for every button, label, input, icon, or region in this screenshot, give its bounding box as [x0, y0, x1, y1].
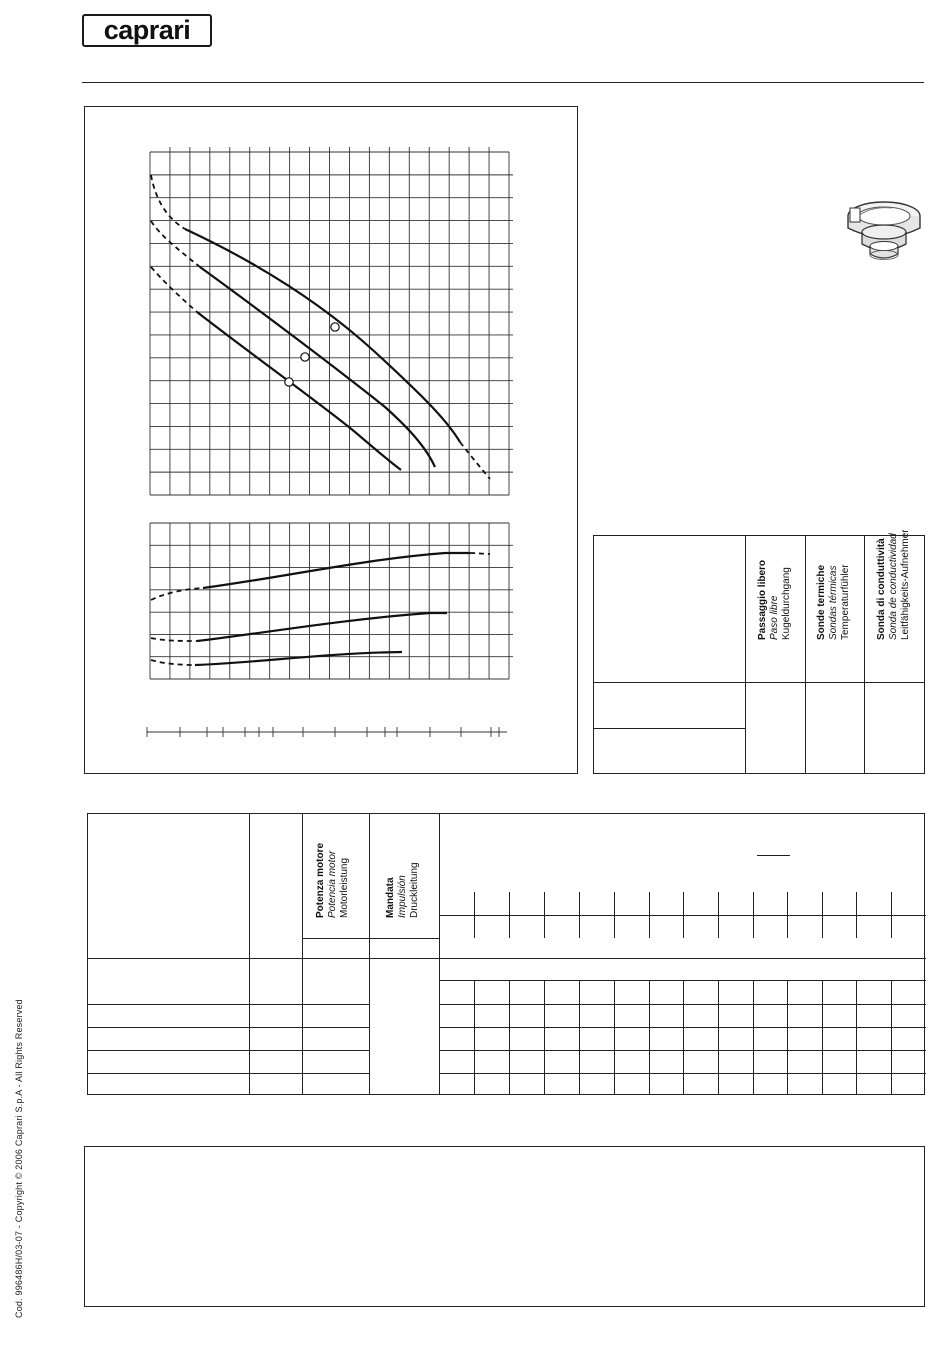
thermal-probes-de: Temperaturfühler: [840, 564, 851, 640]
duty-point-marker: [301, 353, 309, 361]
header-divider: [82, 82, 924, 83]
grid-col-divider-lower: [649, 980, 650, 1095]
col-thermal-probes: [806, 536, 865, 683]
grid-col-divider-upper: [787, 892, 788, 938]
col-conductivity-probe: [865, 529, 925, 683]
delivery-es: Impulsión: [397, 875, 408, 918]
head-curve-1-tail: [460, 442, 490, 479]
features-row-1: [594, 683, 746, 729]
conductivity-probe-title: Sonda di conduttività: [876, 538, 887, 640]
grid-col-divider-upper: [718, 892, 719, 938]
motor-power-es: Potencia motor: [327, 850, 338, 918]
motor-power-header: [315, 843, 351, 918]
grid-col-divider-upper: [891, 892, 892, 938]
performance-chart-frame: [84, 106, 578, 774]
grid-col-divider-lower: [579, 980, 580, 1095]
conductivity-probe-es: Sonda de conductividad: [888, 533, 899, 640]
col-free-passage: [746, 536, 806, 683]
grid-col-divider-upper: [544, 892, 545, 938]
grid-col-divider-upper: [474, 892, 475, 938]
power-curve-1-tail: [470, 553, 490, 554]
grid-col-divider-lower: [856, 980, 857, 1095]
grid-col-divider-lower: [891, 980, 892, 1095]
performance-chart: [85, 107, 579, 775]
head-curve-2: [200, 267, 435, 467]
grid-col-divider-upper: [579, 892, 580, 938]
grid-col-divider-lower: [787, 980, 788, 1095]
head-curve-2-dashed: [151, 221, 200, 267]
grid-col-divider-lower: [683, 980, 684, 1095]
thermal-probes-title: Sonde termiche: [816, 564, 827, 640]
caprari-logo: [82, 14, 212, 47]
free-passage-de: Kugeldurchgang: [780, 567, 792, 640]
pump-impeller-image: [842, 188, 924, 268]
grid-col-divider-lower: [753, 980, 754, 1095]
grid-col-divider-lower: [544, 980, 545, 1095]
grid-col-divider-upper: [683, 892, 684, 938]
grid-col-divider-upper: [822, 892, 823, 938]
grid-col-divider-lower: [474, 980, 475, 1095]
delivery-header: [385, 862, 421, 918]
head-curve-3: [197, 312, 401, 470]
grid-col-divider-lower: [718, 980, 719, 1095]
duty-point-marker: [285, 378, 293, 386]
grid-col-divider-lower: [509, 980, 510, 1095]
col-free-passage-body: [746, 683, 806, 774]
grid-col-divider-lower: [822, 980, 823, 1095]
grid-col-divider-upper: [856, 892, 857, 938]
free-passage-title: Passaggio libero: [756, 559, 768, 640]
col-thermal-probes-body: [806, 683, 865, 774]
motor-power-de: Motorleistung: [339, 857, 350, 918]
duty-point-marker: [331, 323, 339, 331]
conductivity-probe-de: Leitfähigkeits-Aufnehmer: [900, 529, 911, 640]
logo-text: caprari: [103, 15, 191, 45]
power-curve-1: [203, 553, 470, 588]
delivery-title: Mandata: [385, 877, 396, 918]
grid-col-divider-upper: [649, 892, 650, 938]
motor-power-title: Potenza motore: [315, 842, 326, 918]
grid-col-divider-upper: [614, 892, 615, 938]
copyright-text: Cod. 996486H/03-07 - Copyright © 2006 Caprari S.p.A - All Rights Reserved: [14, 999, 24, 1318]
free-passage-es: Paso libre: [768, 595, 780, 640]
thermal-probes-es: Sondas térmicas: [828, 565, 839, 640]
power-curve-3: [195, 652, 402, 665]
power-curve-3-dashed: [151, 660, 195, 665]
grid-col-divider-upper: [753, 892, 754, 938]
notes-box: [84, 1146, 925, 1307]
features-empty-header: [594, 536, 746, 683]
delivery-de: Druckleitung: [409, 862, 420, 918]
features-row-2: [594, 729, 746, 774]
performance-table: [87, 813, 925, 1095]
grid-col-divider-lower: [614, 980, 615, 1095]
grid-col-divider-upper: [509, 892, 510, 938]
features-table: [593, 529, 925, 774]
